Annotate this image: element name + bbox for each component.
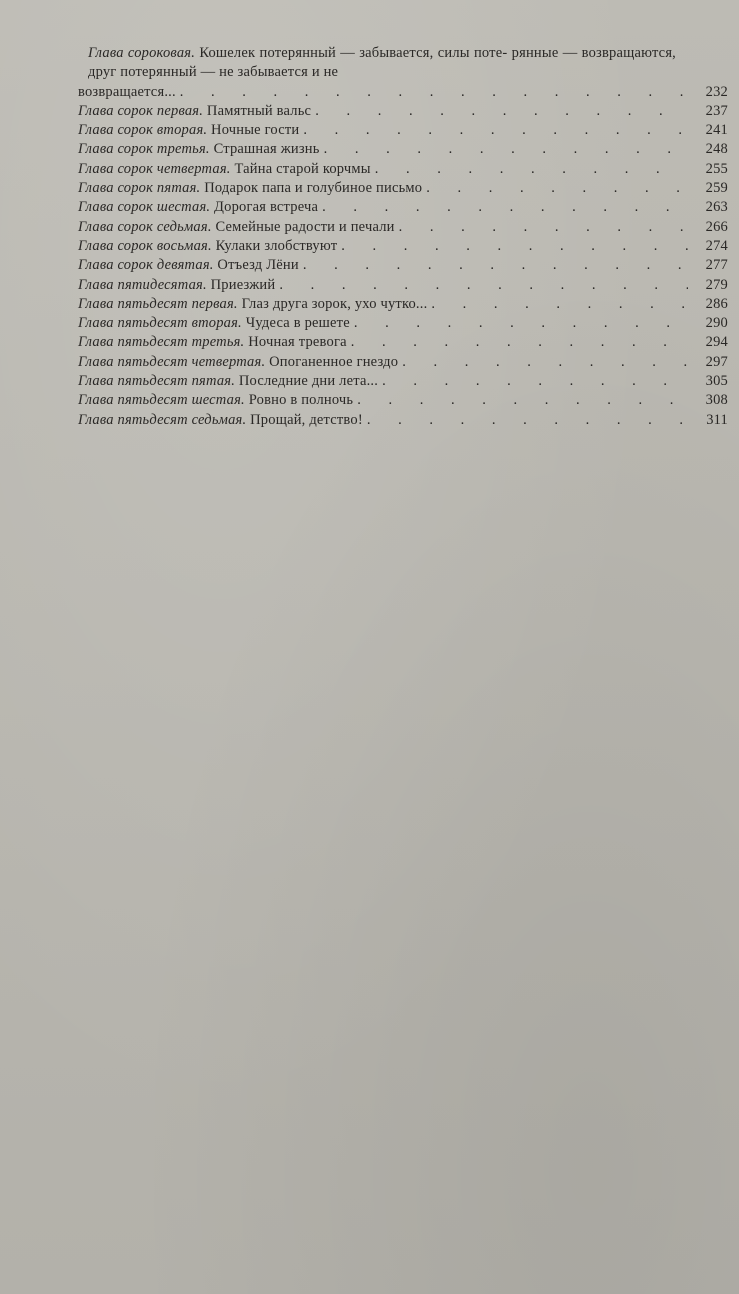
toc-page-number: 290 <box>705 315 728 332</box>
toc-chapter-label: Глава пятьдесят шестая. <box>78 392 245 409</box>
toc-page-number: 232 <box>705 83 728 100</box>
toc-entry-label <box>78 160 371 179</box>
toc-chapter-label: Глава пятьдесят третья. <box>78 334 245 351</box>
toc-entry-label <box>78 391 353 410</box>
toc-chapter-label: Глава пятидесятая. <box>78 276 207 293</box>
dot-leader <box>375 160 688 179</box>
toc-entry <box>78 102 728 121</box>
toc-page-number: 241 <box>705 122 728 139</box>
toc-entry-label <box>78 121 299 140</box>
toc-entry <box>78 295 728 314</box>
toc-entry <box>78 256 728 275</box>
toc-entry <box>78 372 728 391</box>
toc-entry <box>78 140 728 159</box>
toc-entry-label <box>78 237 337 256</box>
toc-page-number: 311 <box>706 411 728 428</box>
toc-page-number: 305 <box>705 373 728 390</box>
dot-leader <box>279 276 688 295</box>
dot-leader <box>351 333 688 352</box>
toc-page-number: 279 <box>705 276 728 293</box>
toc-title-line: Кошелек потерянный — забывается, силы поте- <box>199 45 508 61</box>
toc-entry-label <box>78 179 422 198</box>
toc-chapter-label: Глава сорок четвертая. <box>78 160 231 177</box>
toc-chapter-label: Глава сороковая. <box>88 45 196 61</box>
toc-chapter-label: Глава сорок пятая. <box>78 180 201 197</box>
dot-leader <box>324 140 688 159</box>
toc-entry-label <box>78 102 311 121</box>
toc-page-number: 277 <box>705 257 728 274</box>
toc-chapter-label: Глава пятьдесят пятая. <box>78 373 236 390</box>
toc-entry-label <box>78 353 398 372</box>
toc-chapter-label: Глава пятьдесят седьмая. <box>78 411 247 428</box>
toc-chapter-title: Опоганенное гнездо <box>269 353 399 370</box>
dot-leader <box>382 372 688 391</box>
toc-entry-label <box>78 411 363 430</box>
toc-entry-label <box>78 372 378 391</box>
toc-page-number: 263 <box>705 199 728 216</box>
toc-entry-label <box>78 256 299 275</box>
toc-entry <box>78 179 728 198</box>
toc-chapter-title: Ровно в полночь <box>248 392 354 409</box>
dot-leader <box>315 102 688 121</box>
toc-chapter-title: Страшная жизнь <box>213 141 320 158</box>
toc-entry <box>78 198 728 217</box>
toc-chapter-label: Глава сорок первая. <box>78 102 204 119</box>
dot-leader <box>367 411 688 430</box>
toc-chapter-title: Подарок папа и голубиное письмо <box>204 180 423 197</box>
toc-entry-label <box>78 295 427 314</box>
toc-entry-label <box>78 333 347 352</box>
toc-chapter-label: Глава пятьдесят первая. <box>78 295 238 312</box>
toc-entry-list <box>78 102 728 430</box>
toc-entry <box>78 314 728 333</box>
toc-entry <box>78 333 728 352</box>
dot-leader <box>341 237 688 256</box>
toc-chapter-title: Приезжий <box>210 276 276 293</box>
toc-chapter-title: Ночная тревога <box>248 334 347 351</box>
toc-chapter-label: Глава сорок третья. <box>78 141 210 158</box>
toc-chapter-title: Кулаки злобствуют <box>215 237 338 254</box>
toc-page-number: 255 <box>705 160 728 177</box>
toc-entry <box>78 237 728 256</box>
toc-chapter-label: Глава сорок шестая. <box>78 199 211 216</box>
dot-leader <box>322 198 688 217</box>
toc-chapter-title: Ночные гости <box>211 122 300 139</box>
toc-title-line: рянные — возвращаются, друг потерянный — не забывается и не <box>88 45 677 81</box>
toc-page-number: 266 <box>705 218 728 235</box>
toc-chapter-label: Глава сорок восьмая. <box>78 237 212 254</box>
toc-page-number: 259 <box>705 180 728 197</box>
dot-leader <box>402 353 688 372</box>
dot-leader <box>431 295 688 314</box>
toc-chapter-label: Глава пятьдесят четвертая. <box>78 353 266 370</box>
toc-entry-label <box>78 314 350 333</box>
toc-entry <box>78 160 728 179</box>
toc-entry <box>78 218 728 237</box>
toc-entry <box>78 353 728 372</box>
toc-entry-label <box>78 198 318 217</box>
table-of-contents <box>78 44 728 430</box>
toc-page-number: 308 <box>705 392 728 409</box>
toc-page-number: 274 <box>705 237 728 254</box>
toc-page-number: 297 <box>705 353 728 370</box>
toc-chapter-label: Глава пятьдесят вторая. <box>78 315 242 332</box>
toc-chapter-label: Глава сорок вторая. <box>78 122 208 139</box>
toc-entry-first <box>78 44 728 102</box>
toc-page-number: 286 <box>705 295 728 312</box>
dot-leader <box>426 179 688 198</box>
toc-chapter-title: Чудеса в решете <box>245 315 350 332</box>
toc-entry <box>78 121 728 140</box>
dot-leader <box>303 256 688 275</box>
toc-entry-label <box>78 140 320 159</box>
toc-chapter-title: Семейные радости и печали <box>215 218 395 235</box>
toc-entry <box>78 411 728 430</box>
toc-page-number: 237 <box>705 102 728 119</box>
toc-chapter-title: Прощай, детство! <box>250 411 363 428</box>
toc-entry <box>78 391 728 410</box>
toc-entry-first-text <box>78 44 676 83</box>
toc-chapter-title: Дорогая встреча <box>214 199 319 216</box>
toc-entry-first-last-line <box>78 83 728 102</box>
dot-leader <box>180 83 688 102</box>
dot-leader <box>399 218 688 237</box>
toc-chapter-title: Отъезд Лёни <box>217 257 299 274</box>
toc-title-line: возвращается... <box>78 83 176 100</box>
toc-chapter-title: Памятный вальс <box>206 102 312 119</box>
dot-leader <box>357 391 688 410</box>
toc-entry-label <box>78 276 275 295</box>
toc-chapter-title: Глаз друга зорок, ухо чутко... <box>241 295 428 312</box>
toc-entry <box>78 276 728 295</box>
toc-chapter-title: Тайна старой корчмы <box>234 160 371 177</box>
toc-page-number: 248 <box>705 141 728 158</box>
toc-chapter-title: Последние дни лета... <box>238 373 379 390</box>
toc-chapter-label: Глава сорок седьмая. <box>78 218 212 235</box>
toc-chapter-label: Глава сорок девятая. <box>78 257 214 274</box>
dot-leader <box>303 121 688 140</box>
toc-entry-label <box>78 218 395 237</box>
toc-page-number: 294 <box>705 334 728 351</box>
dot-leader <box>354 314 688 333</box>
